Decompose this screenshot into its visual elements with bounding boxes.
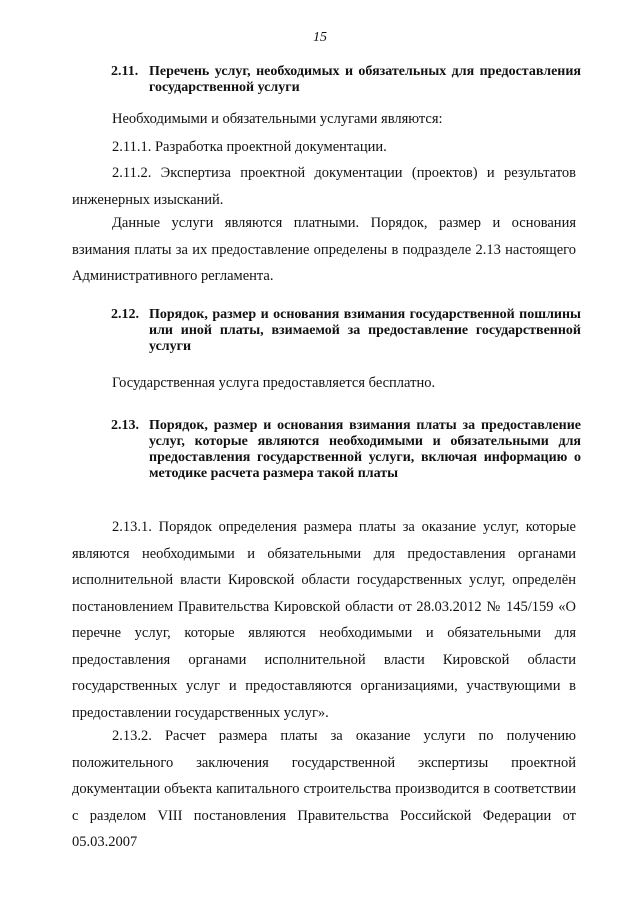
section-title: Порядок, размер и основания взимания государственной пошлины или иной платы, взимаемой за предоставление государственной услуги (149, 307, 581, 354)
section-heading-2-12 (111, 307, 581, 361)
section-number: 2.12. (111, 307, 139, 322)
section-number: 2.13. (111, 418, 139, 433)
paragraph-2-13-1: 2.13.1. Порядок определения размера платы за оказание услуг, которые являются необходимыми и обязательными для предоставления органами исполнительной власти Кировской области государственных услуг, определён постановлением Правительства Кировской области от 28.03.2012 № 145/159 «О перечне услуг, которые являются необходимыми и обязательными для предоставления органами исполнительной власти Кировской области государственных услуг и предоставляются организациями, участвующими в предоставлении государственных услуг». (72, 519, 576, 721)
section-title: Перечень услуг, необходимых и обязательных для предоставления государственной услуги (149, 64, 581, 95)
page-number: 15 (313, 30, 327, 45)
paragraph-2-11-paid: Данные услуги являются платными. Порядок, размер и основания взимания платы за их предоставление определены в подразделе 2.13 настоящего Административного регламента. (72, 215, 576, 284)
paragraph-2-12: Государственная услуга предоставляется бесплатно. (112, 375, 436, 391)
section-heading-2-11 (111, 64, 581, 100)
section-number: 2.11. (111, 64, 139, 79)
paragraph-2-11-2: 2.11.2. Экспертиза проектной документации (проектов) и результатов инженерных изысканий. (72, 165, 576, 208)
section-title: Порядок, размер и основания взимания платы за предоставление услуг, которые являются необходимыми и обязательными для предоставления государственной услуги, включая информацию о методике расчета размера такой платы (149, 418, 581, 481)
paragraph-2-11-1: 2.11.1. Разработка проектной документации. (112, 139, 387, 155)
section-heading-2-13 (111, 418, 581, 508)
paragraph-2-13-2: 2.13.2. Расчет размера платы за оказание услуги по получению положительного заключения государственной экспертизы проектной документации объекта капитального строительства производится в соответствии с разделом VIII постановления Правительства Российской Федерации от 05.03.2007 (72, 728, 576, 850)
paragraph-2-11-intro: Необходимыми и обязательными услугами являются: (112, 111, 443, 127)
